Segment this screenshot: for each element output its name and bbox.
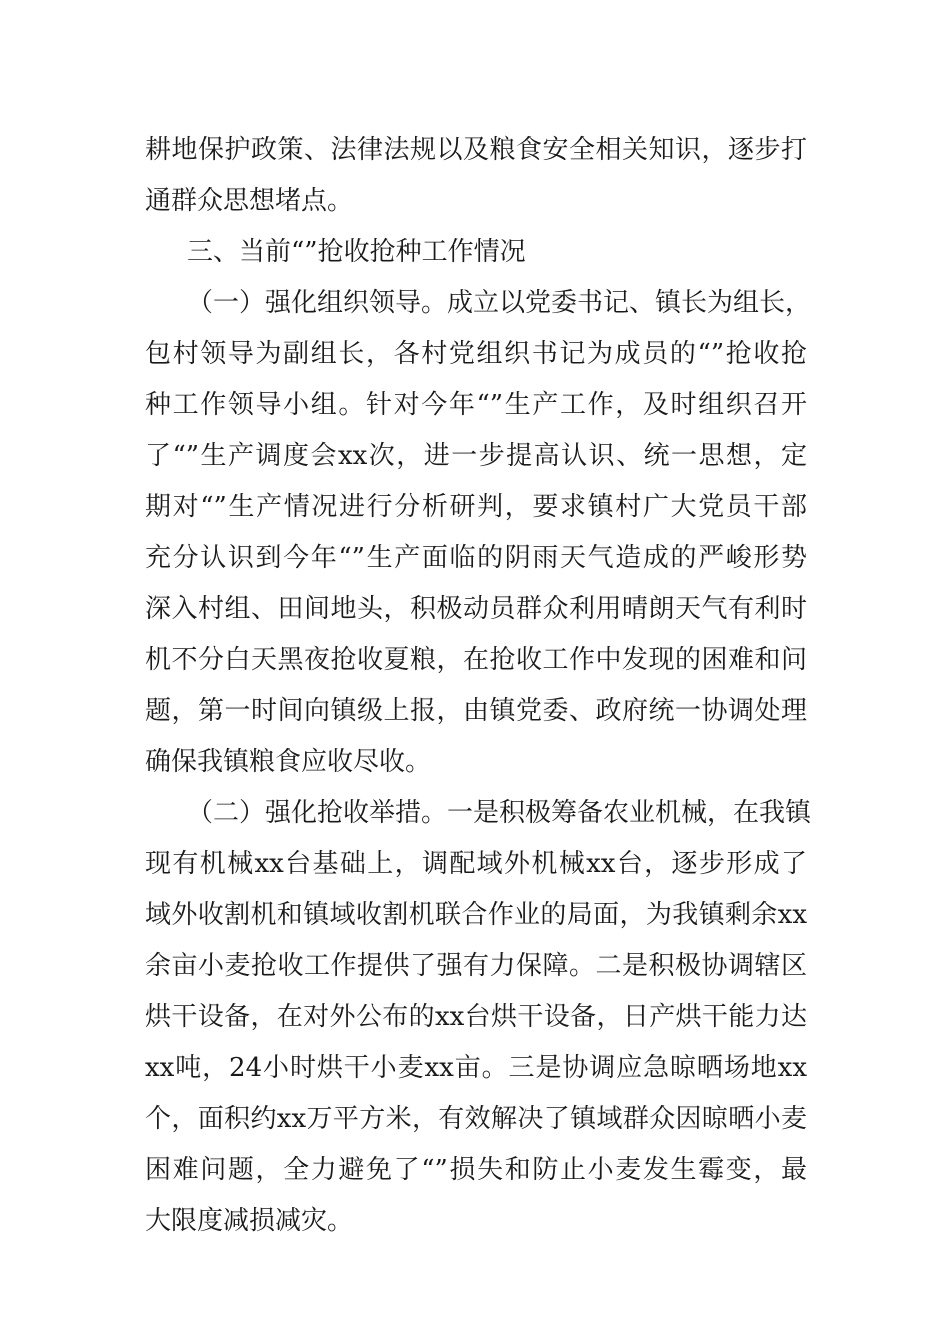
text-line: 了“”生产调度会xx次，进一步提高认识、统一思想，定	[145, 441, 807, 471]
text-line: 现有机械xx台基础上，调配域外机械xx台，逐步形成了	[145, 849, 807, 879]
text-line: 余亩小麦抢收工作提供了强有力保障。二是积极协调辖区	[145, 951, 807, 981]
text-line: 个，面积约xx万平方米，有效解决了镇域群众因晾晒小麦	[145, 1104, 807, 1134]
text-line: （一）强化组织领导。成立以党委书记、镇长为组长，	[187, 288, 812, 318]
text-line: 域外收割机和镇域收割机联合作业的局面，为我镇剩余xx	[145, 900, 807, 930]
section-heading: 三、当前“”抢收抢种工作情况	[187, 237, 526, 267]
text-line: 包村领导为副组长，各村党组织书记为成员的“”抢收抢	[145, 339, 807, 369]
text-line: 烘干设备，在对外公布的xx台烘干设备，日产烘干能力达	[145, 1002, 807, 1032]
text-line: 充分认识到今年“”生产面临的阴雨天气造成的严峻形势	[145, 543, 807, 573]
text-line: xx吨，24小时烘干小麦xx亩。三是协调应急晾晒场地xx	[145, 1053, 807, 1083]
text-line: 种工作领导小组。针对今年“”生产工作，及时组织召开	[145, 390, 807, 420]
text-line: 机不分白天黑夜抢收夏粮，在抢收工作中发现的困难和问	[145, 645, 807, 675]
text-line: 困难问题，全力避免了“”损失和防止小麦发生霉变，最	[145, 1155, 807, 1185]
text-line: 深入村组、田间地头，积极动员群众利用晴朗天气有利时	[145, 594, 807, 624]
text-line: 耕地保护政策、法律法规以及粮食安全相关知识，逐步打	[145, 135, 807, 165]
text-line: 确保我镇粮食应收尽收。	[145, 747, 432, 777]
text-line: 大限度减损减灾。	[145, 1206, 354, 1236]
text-line: 通群众思想堵点。	[145, 186, 354, 216]
text-line: 期对“”生产情况进行分析研判，要求镇村广大党员干部	[145, 492, 807, 522]
text-line: （二）强化抢收举措。一是积极筹备农业机械，在我镇	[187, 798, 812, 828]
text-line: 题，第一时间向镇级上报，由镇党委、政府统一协调处理	[145, 696, 807, 726]
